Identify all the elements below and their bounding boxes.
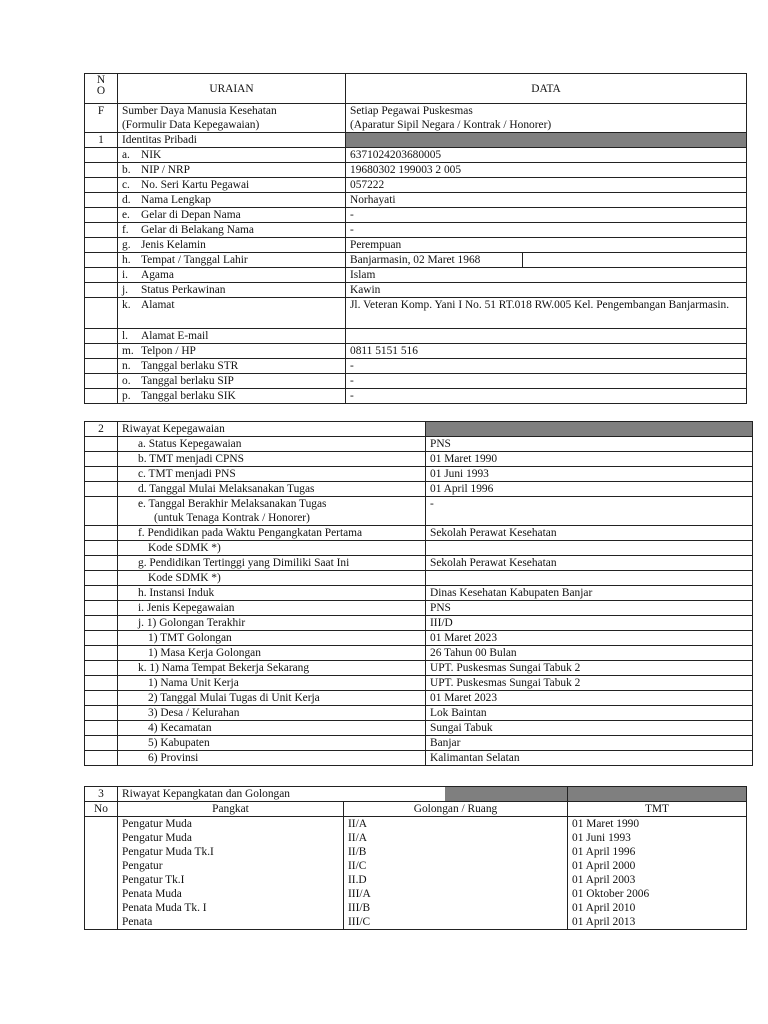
field-label: b. TMT menjadi CPNS — [118, 452, 426, 467]
table-row: Pengatur Muda II/A 01 Juni 1993 — [85, 831, 747, 845]
field-value: 26 Tahun 00 Bulan — [426, 646, 753, 661]
field-label: 1) Masa Kerja Golongan — [118, 646, 426, 661]
table-row — [85, 208, 747, 223]
table-row — [85, 253, 747, 268]
col-header-golongan: Golongan / Ruang — [344, 802, 568, 817]
rank-history-table — [84, 786, 747, 930]
table-row — [85, 631, 753, 646]
field-value: Banjarmasin, 02 Maret 1968 — [346, 253, 747, 268]
table-row — [85, 344, 747, 359]
form-scope: Setiap Pegawai Puskesmas (Aparatur Sipil Negara / Kontrak / Honorer) — [346, 104, 747, 133]
field-value: III/D — [426, 616, 753, 631]
table-row — [85, 452, 753, 467]
header-row — [85, 74, 747, 104]
field-label: d. Nama Lengkap — [118, 193, 346, 208]
shaded-cell — [426, 422, 753, 437]
table-row — [85, 148, 747, 163]
field-value: Jl. Veteran Komp. Yani I No. 51 RT.018 RW.005 Kel. Pengembangan Banjarmasin. — [346, 298, 747, 329]
field-value: Sungai Tabuk — [426, 721, 753, 736]
table-row — [85, 374, 747, 389]
form-code: F — [85, 104, 118, 133]
field-value: - — [346, 374, 747, 389]
field-value: - — [346, 389, 747, 404]
field-label: 6) Provinsi — [118, 751, 426, 766]
column-header-row — [85, 802, 747, 817]
section-number: 1 — [85, 133, 118, 148]
field-value: Banjar — [426, 736, 753, 751]
field-label: 4) Kecamatan — [118, 721, 426, 736]
field-label: h. Tempat / Tanggal Lahir — [118, 253, 346, 268]
table-row — [85, 706, 753, 721]
field-value: UPT. Puskesmas Sungai Tabuk 2 — [426, 676, 753, 691]
field-value — [426, 541, 753, 556]
table-row — [85, 676, 753, 691]
field-value: 01 Maret 2023 — [426, 631, 753, 646]
table-row — [85, 238, 747, 253]
field-value: 01 Maret 2023 — [426, 691, 753, 706]
table-row — [85, 223, 747, 238]
field-value: 6371024203680005 — [346, 148, 747, 163]
identity-table — [84, 73, 747, 404]
table-row — [85, 751, 753, 766]
table-row — [85, 268, 747, 283]
employment-history-table — [84, 421, 753, 766]
table-row — [85, 646, 753, 661]
table-row — [85, 541, 753, 556]
field-value: Norhayati — [346, 193, 747, 208]
col-header-no: No — [85, 802, 118, 817]
section-row — [85, 787, 747, 802]
field-value: PNS — [426, 437, 753, 452]
table-row — [85, 389, 747, 404]
field-label: a. Status Kepegawaian — [118, 437, 426, 452]
field-label: k. Alamat — [118, 298, 346, 329]
field-value: Islam — [346, 268, 747, 283]
table-row — [85, 497, 753, 526]
table-row — [85, 526, 753, 541]
table-row — [85, 601, 753, 616]
field-value: Kawin — [346, 283, 747, 298]
form-row — [85, 104, 747, 133]
section-title: Identitas Pribadi — [118, 133, 346, 148]
table-row — [85, 437, 753, 452]
field-label: i. Jenis Kepegawaian — [118, 601, 426, 616]
table-row — [85, 359, 747, 374]
field-value: - — [346, 223, 747, 238]
field-value: Dinas Kesehatan Kabupaten Banjar — [426, 586, 753, 601]
table-row: Penata Muda Tk. I III/B 01 April 2010 — [85, 901, 747, 915]
field-value: 01 April 1996 — [426, 482, 753, 497]
field-value: Sekolah Perawat Kesehatan — [426, 556, 753, 571]
field-value: 19680302 199003 2 005 — [346, 163, 747, 178]
field-label: a. NIK — [118, 148, 346, 163]
table-row: Pengatur Muda Tk.I II/B 01 April 1996 — [85, 845, 747, 859]
field-label: 5) Kabupaten — [118, 736, 426, 751]
table-row: Penata III/C 01 April 2013 — [85, 915, 747, 930]
field-label: j. Status Perkawinan — [118, 283, 346, 298]
field-value: UPT. Puskesmas Sungai Tabuk 2 — [426, 661, 753, 676]
field-label: g. Pendidikan Tertinggi yang Dimiliki Saat Ini — [118, 556, 426, 571]
field-value: Perempuan — [346, 238, 747, 253]
field-label: f. Gelar di Belakang Nama — [118, 223, 346, 238]
uraian-header: URAIAN — [118, 74, 346, 104]
field-label: i. Agama — [118, 268, 346, 283]
field-value: - — [426, 497, 753, 526]
table-row — [85, 298, 747, 329]
table-row — [85, 616, 753, 631]
shaded-cell — [346, 133, 747, 148]
field-value: Lok Baintan — [426, 706, 753, 721]
section-row — [85, 422, 753, 437]
col-header-pangkat: Pangkat — [118, 802, 344, 817]
field-value — [346, 329, 747, 344]
field-value: 01 Juni 1993 — [426, 467, 753, 482]
table-row — [85, 178, 747, 193]
table-row: Pengatur Muda II/A 01 Maret 1990 — [85, 817, 747, 832]
table-row — [85, 283, 747, 298]
col-header-tmt: TMT — [568, 802, 747, 817]
table-row: Penata Muda III/A 01 Oktober 2006 — [85, 887, 747, 901]
field-label: g. Jenis Kelamin — [118, 238, 346, 253]
field-label: m. Telpon / HP — [118, 344, 346, 359]
data-header: DATA — [346, 74, 747, 104]
field-label: Kode SDMK *) — [118, 541, 426, 556]
field-label: 2) Tanggal Mulai Tugas di Unit Kerja — [118, 691, 426, 706]
table-row: Pengatur II/C 01 April 2000 — [85, 859, 747, 873]
field-label: Kode SDMK *) — [118, 571, 426, 586]
table-row — [85, 691, 753, 706]
field-label: h. Instansi Induk — [118, 586, 426, 601]
table-row — [85, 736, 753, 751]
table-row — [85, 193, 747, 208]
field-value: Kalimantan Selatan — [426, 751, 753, 766]
table-row — [85, 163, 747, 178]
field-label: e. Gelar di Depan Nama — [118, 208, 346, 223]
table-row — [85, 571, 753, 586]
section-row — [85, 133, 747, 148]
field-label: e. Tanggal Berakhir Melaksanakan Tugas (untuk Tenaga Kontrak / Honorer) — [118, 497, 426, 526]
table-row — [85, 329, 747, 344]
field-label: 3) Desa / Kelurahan — [118, 706, 426, 721]
field-label: o. Tanggal berlaku SIP — [118, 374, 346, 389]
table-row — [85, 482, 753, 497]
field-value: - — [346, 208, 747, 223]
field-label: n. Tanggal berlaku STR — [118, 359, 346, 374]
table-row — [85, 586, 753, 601]
field-label: k. 1) Nama Tempat Bekerja Sekarang — [118, 661, 426, 676]
section-title: Riwayat Kepangkatan dan Golongan — [118, 787, 568, 802]
field-value: 01 Maret 1990 — [426, 452, 753, 467]
field-value: 0811 5151 516 — [346, 344, 747, 359]
field-value: PNS — [426, 601, 753, 616]
field-label: c. No. Seri Kartu Pegawai — [118, 178, 346, 193]
field-label: 1) TMT Golongan — [118, 631, 426, 646]
shaded-cell — [445, 787, 567, 801]
section-title: Riwayat Kepegawaian — [118, 422, 426, 437]
form-title: Sumber Daya Manusia Kesehatan (Formulir Data Kepegawaian) — [118, 104, 346, 133]
field-value — [426, 571, 753, 586]
field-label: d. Tanggal Mulai Melaksanakan Tugas — [118, 482, 426, 497]
shaded-cell — [568, 787, 747, 802]
field-label: j. 1) Golongan Terakhir — [118, 616, 426, 631]
table-row — [85, 661, 753, 676]
field-label: p. Tanggal berlaku SIK — [118, 389, 346, 404]
table-row — [85, 467, 753, 482]
section-number: 3 — [85, 787, 118, 802]
field-value: 057222 — [346, 178, 747, 193]
table-row — [85, 721, 753, 736]
table-row: Pengatur Tk.I II.D 01 April 2003 — [85, 873, 747, 887]
field-label: 1) Nama Unit Kerja — [118, 676, 426, 691]
field-label: c. TMT menjadi PNS — [118, 467, 426, 482]
table-row — [85, 556, 753, 571]
field-value: - — [346, 359, 747, 374]
field-label: f. Pendidikan pada Waktu Pengangkatan Pertama — [118, 526, 426, 541]
no-header: N O — [85, 74, 118, 104]
field-value: Sekolah Perawat Kesehatan — [426, 526, 753, 541]
field-label: b. NIP / NRP — [118, 163, 346, 178]
field-label: l. Alamat E-mail — [118, 329, 346, 344]
section-number: 2 — [85, 422, 118, 437]
